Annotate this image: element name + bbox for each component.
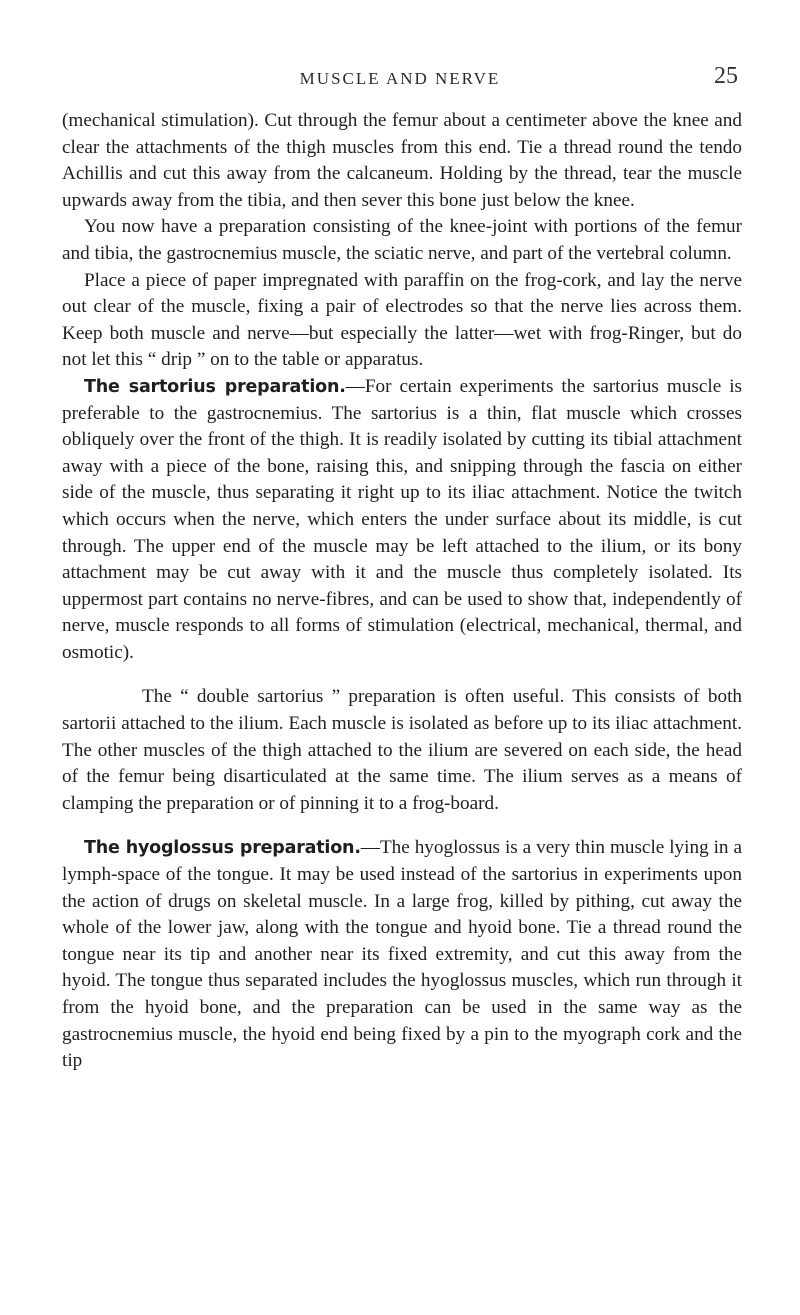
- page-number: 25: [714, 63, 738, 89]
- sartorius-text: —For certain experiments the sartorius muscle is preferable to the gastrocnemius. The sartorius is a thin, flat muscle which crosses obliquely over the front of the thigh. It is readily isolated by cutting its tibial attachment away with a piece of the bone, raising this, and snipping through the fascia on either side of the muscle, thus separating it right up to its iliac attachment. Notice the twitch which occurs when the nerve, which enters the under surface about its middle, is cut through. The upper end of the muscle may be left attached to the ilium, or its bony attachment may be cut away with it and the muscle thus completely isolated. Its uppermost part contains no nerve-fibres, and can be used to show that, independently of nerve, muscle responds to all forms of stimulation (electrical, mechanical, thermal, and osmotic).: [62, 375, 742, 663]
- body-text: [62, 108, 742, 1075]
- paragraph-sartorius: [62, 374, 742, 667]
- paragraph-mechanical-stimulation: (mechanical stimulation). Cut through the femur about a centimeter above the knee and clear the attachments of the thigh muscles from this end. Tie a thread round the tendo Achillis and cut this away from the calcaneum. Holding by the thread, tear the muscle upwards away from the tibia, and then sever this bone just below the knee.: [62, 110, 742, 211]
- paragraph-preparation-summary: You now have a preparation consisting of the knee-joint with portions of the femur and tibia, the gastrocnemius muscle, the sciatic nerve, and part of the vertebral column.: [62, 216, 742, 264]
- running-head: [0, 63, 800, 93]
- paragraph-hyoglossus: [62, 835, 742, 1074]
- running-title: MUSCLE AND NERVE: [299, 69, 501, 88]
- paragraph-double-sartorius: The “ double sartorius ” preparation is often useful. This consists of both sartorii attached to the ilium. Each muscle is isolated as before up to its iliac attachment. The other muscles of the thigh attached to the ilium are severed on each side, the head of the femur being disarticulated at the same time. The ilium serves as a means of clamping the preparation or of pinning it to a frog-board.: [62, 686, 742, 814]
- section-heading-sartorius: The sartorius preparation.: [84, 376, 346, 397]
- hyoglossus-text: —The hyoglossus is a very thin muscle lying in a lymph-space of the tongue. It may be used instead of the sartorius in experiments upon the action of drugs on skeletal muscle. In a large frog, killed by pithing, cut away the whole of the lower jaw, along with the tongue and hyoid bone. Tie a thread round the tongue near its tip and another near its fixed extremity, and cut this away from the hyoid. The tongue thus separated includes the hyoglossus muscles, which run through it from the hyoid bone, and the preparation can be used in the same way as the gastrocnemius muscle, the hyoid end being fixed by a pin to the myograph cork and the tip: [62, 837, 742, 1072]
- section-heading-hyoglossus: The hyoglossus preparation.: [84, 838, 361, 859]
- paragraph-electrodes: Place a piece of paper impregnated with paraffin on the frog-cork, and lay the nerve out clear of the muscle, fixing a pair of electrodes so that the nerve lies across them. Keep both muscle and nerve—but especially the latter—wet with frog-Ringer, but do not let this “ drip ” on to the table or apparatus.: [62, 269, 742, 371]
